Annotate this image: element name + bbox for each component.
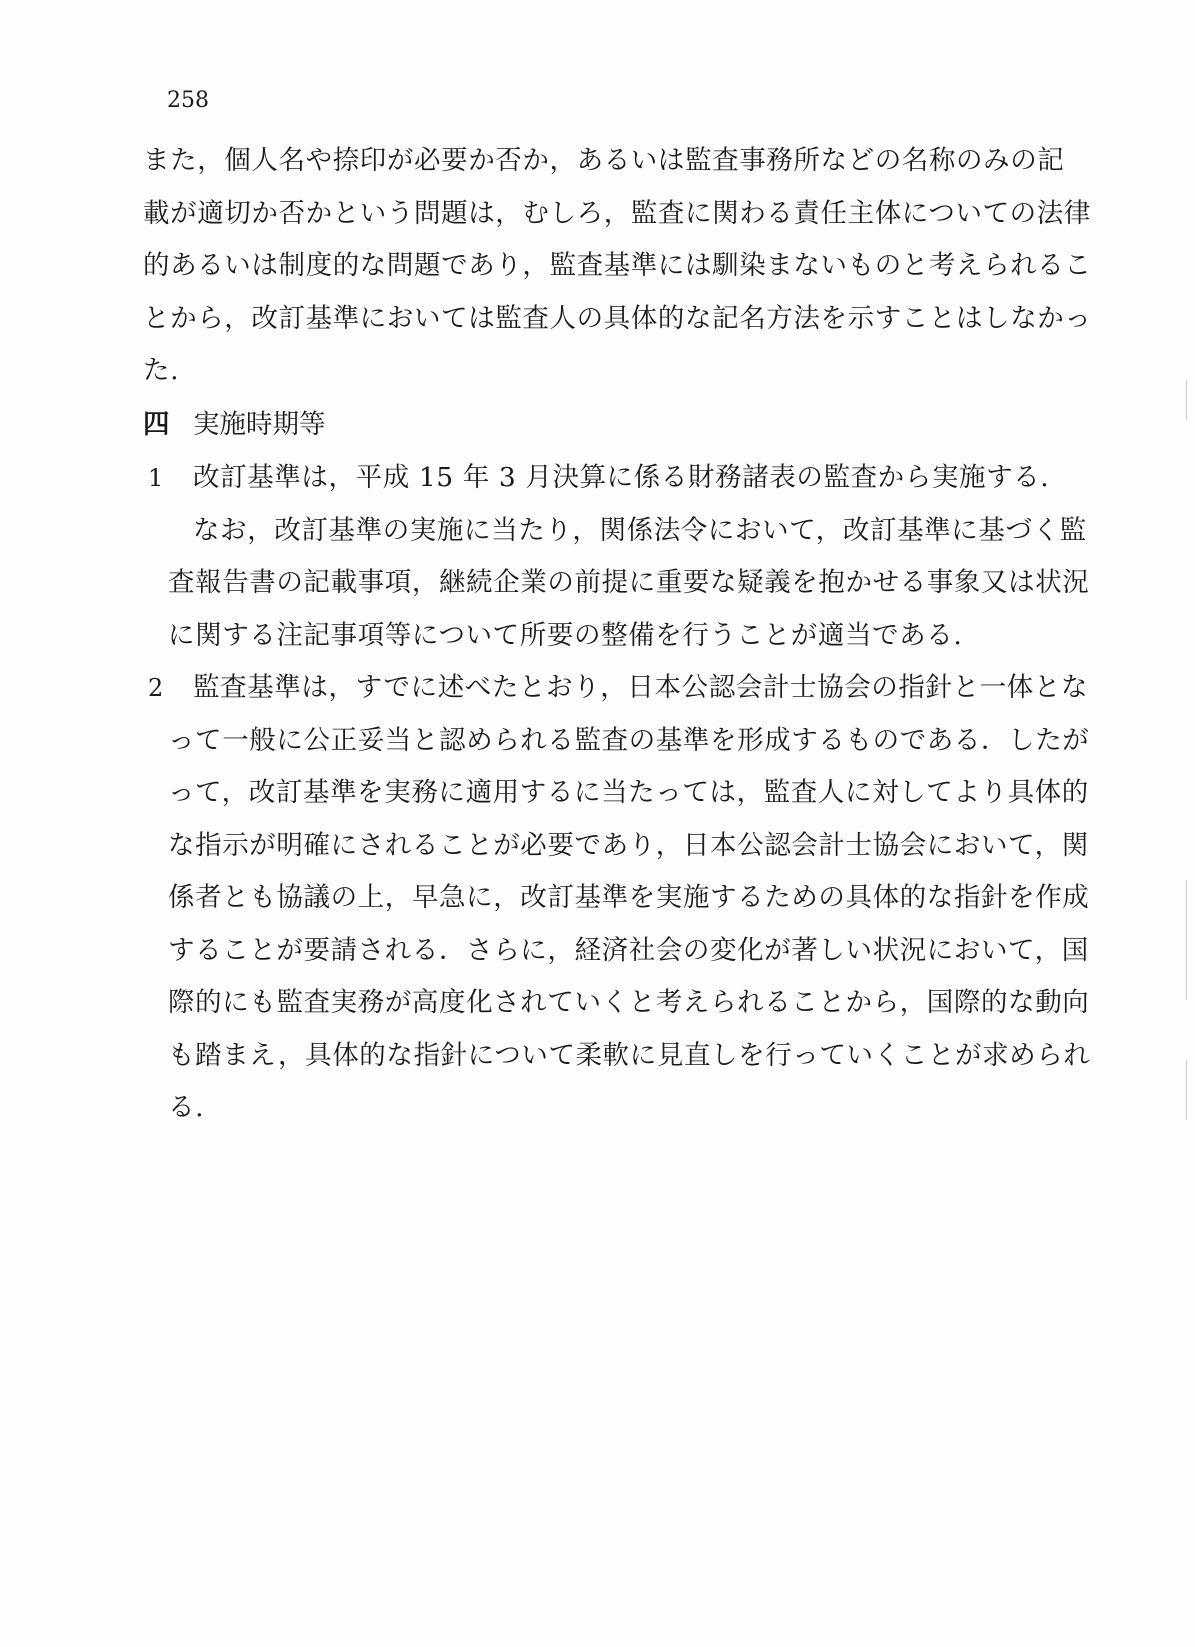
scan-edge-mark [1186,1060,1187,1120]
text-line: とから，改訂基準においては監査人の具体的な記名方法を示すことはしなかっ [143,302,1092,334]
text-line: って，改訂基準を実務に適用するに当たっては，監査人に対してより具体的 [168,777,1089,808]
text-line: た. [143,355,180,386]
item-1-body [168,452,1090,662]
item-number: 1 [148,464,164,492]
scan-edge-mark [1186,380,1187,420]
text-line: って一般に公正妥当と認められる監査の基準を形成するものである．したが [168,724,1090,756]
text-line: る. [168,1092,205,1123]
text-line: なお，改訂基準の実施に当たり，関係法令において，改訂基準に基づく監 [193,514,1087,546]
section-marker: 四 [143,409,170,440]
text-line: も踏まえ，具体的な指針について柔軟に見直しを行っていくことが求められ [168,1039,1091,1071]
section-title: 実施時期等 [193,409,326,440]
text-line: 改訂基準は，平成 15 年 3 月決算に係る財務諸表の監査から実施する. [193,462,1050,493]
text-line: 的あるいは制度的な問題であり，監査基準には馴染まないものと考えられるこ [143,250,1092,281]
text-line: 監査基準は，すでに述べたとおり，日本公認会計士協会の指針と一体とな [193,672,1089,703]
intro-paragraph [143,135,1092,398]
text-line: な指示が明確にされることが必要であり，日本公認会計士協会において，関 [168,829,1089,861]
section-heading [143,405,326,445]
text-line: また，個人名や捺印が必要か否か，あるいは監査事務所などの名称のみの記 [143,145,1065,176]
text-line: に関する注記事項等について所要の整備を行うことが適当である. [168,619,963,651]
text-line: することが要請される．さらに，経済社会の変化が著しい状況において，国 [168,934,1089,966]
text-line: 査報告書の記載事項，継続企業の前提に重要な疑義を抱かせる事象又は状況 [168,567,1090,598]
text-line: 係者とも協議の上，早急に，改訂基準を実施するための具体的な指針を作成 [168,882,1090,913]
page-number: 258 [167,88,209,113]
item-2-body [168,662,1091,1135]
text-line: 載が適切か否かという問題は，むしろ，監査に関わる責任主体についての法律 [143,197,1091,229]
scan-edge-mark [1186,880,1187,1000]
item-number: 2 [148,674,164,702]
text-line: 際的にも監査実務が高度化されていくと考えられることから，国際的な動向 [168,987,1090,1018]
